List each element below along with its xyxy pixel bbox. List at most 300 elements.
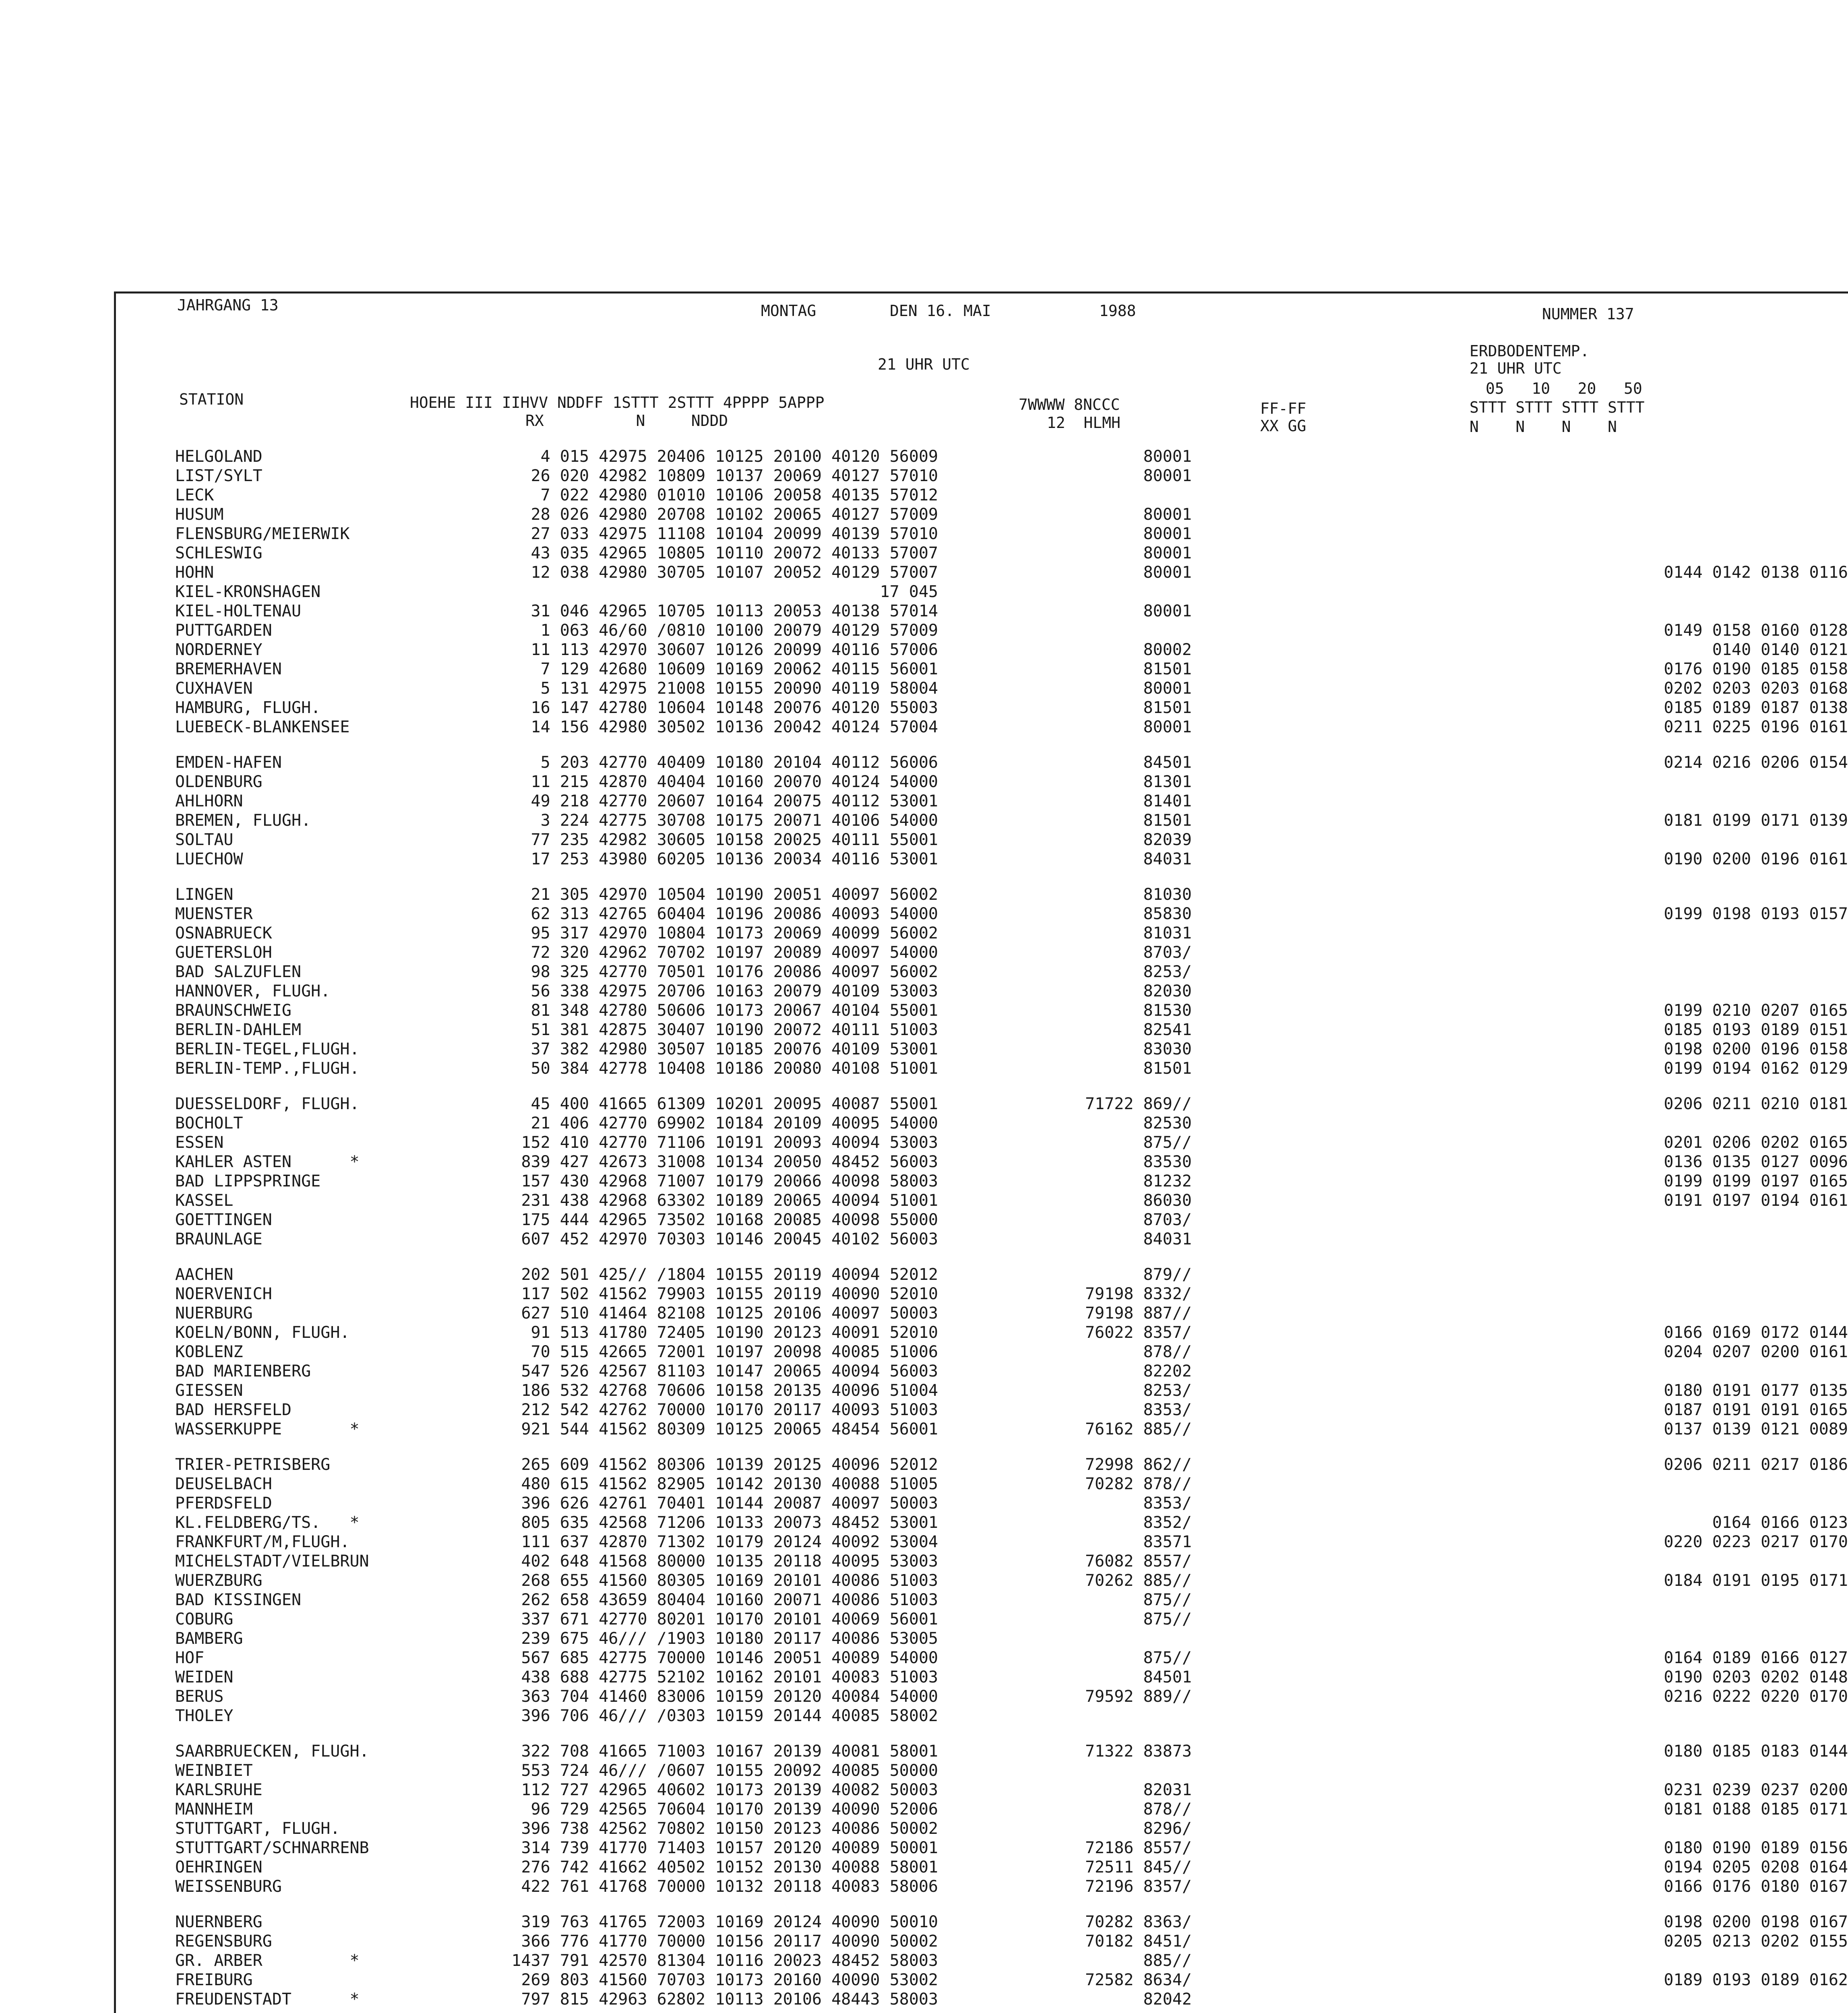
station-extra-groups: 82030 bbox=[1143, 982, 1192, 1000]
station-name: GR. ARBER * bbox=[175, 1951, 360, 1970]
station-soil-temps: 0198 0200 0196 0158 bbox=[1664, 1040, 1848, 1058]
station-soil-temps: 0199 0198 0193 0157 bbox=[1664, 905, 1848, 923]
station-values: 422 761 41768 70000 10132 20118 40083 58006 bbox=[521, 1877, 938, 1896]
table-row bbox=[0, 717, 1848, 737]
station-extra-groups: 81501 bbox=[1143, 1059, 1192, 1078]
soil-column-subheader: N N N N bbox=[1470, 418, 1617, 436]
table-row bbox=[0, 447, 1848, 466]
table-row bbox=[0, 466, 1848, 486]
station-values: 239 675 46/// /1903 10180 20117 40086 53005 bbox=[521, 1629, 938, 1648]
table-row bbox=[0, 601, 1848, 621]
station-values: 157 430 42968 71007 10179 20066 40098 58003 bbox=[521, 1172, 938, 1190]
station-soil-temps: 0164 0166 0123 bbox=[1712, 1513, 1848, 1532]
station-values: 921 544 41562 80309 10125 20065 48454 56001 bbox=[521, 1420, 938, 1438]
station-soil-temps: 0140 0140 0121 bbox=[1712, 641, 1848, 659]
station-extra-groups: 72582 8634/ bbox=[1085, 1971, 1192, 1989]
station-name: KOELN/BONN, FLUGH. bbox=[175, 1323, 350, 1342]
station-name: BRAUNLAGE bbox=[175, 1230, 263, 1248]
station-values: 31 046 42965 10705 10113 20053 40138 57014 bbox=[531, 602, 938, 620]
station-name: LINGEN bbox=[175, 885, 234, 904]
station-name: KOBLENZ bbox=[175, 1343, 243, 1361]
station-values: 337 671 42770 80201 10170 20101 40069 56001 bbox=[521, 1610, 938, 1629]
station-values: 112 727 42965 40602 10173 20139 40082 50003 bbox=[521, 1781, 938, 1799]
station-values: 26 020 42982 10809 10137 20069 40127 57010 bbox=[531, 467, 938, 485]
station-values: 396 626 42761 70401 10144 20087 40097 50003 bbox=[521, 1494, 938, 1513]
station-values: 322 708 41665 71003 10167 20139 40081 58001 bbox=[521, 1742, 938, 1761]
table-row bbox=[0, 679, 1848, 698]
station-extra-groups: 85830 bbox=[1143, 905, 1192, 923]
station-values: 438 688 42775 52102 10162 20101 40083 51003 bbox=[521, 1668, 938, 1686]
table-row bbox=[0, 1571, 1848, 1590]
table-row bbox=[0, 1001, 1848, 1020]
table-row bbox=[0, 885, 1848, 904]
table-row bbox=[0, 1191, 1848, 1210]
station-extra-groups: 80001 bbox=[1143, 467, 1192, 485]
station-name: KIEL-KRONSHAGEN bbox=[175, 583, 321, 601]
table-row bbox=[0, 904, 1848, 924]
station-soil-temps: 0204 0207 0200 0161 bbox=[1664, 1343, 1848, 1361]
station-values: 50 384 42778 10408 10186 20080 40108 51001 bbox=[531, 1059, 938, 1078]
station-name: BRAUNSCHWEIG bbox=[175, 1001, 291, 1020]
station-name: BAD SALZUFLEN bbox=[175, 963, 302, 981]
station-name: LECK bbox=[175, 486, 214, 504]
station-extra-groups: 84501 bbox=[1143, 753, 1192, 772]
table-row bbox=[0, 924, 1848, 943]
station-name: NOERVENICH bbox=[175, 1285, 272, 1303]
station-name: KAHLER ASTEN * bbox=[175, 1153, 360, 1171]
station-name: WASSERKUPPE * bbox=[175, 1420, 360, 1438]
station-values: 17 253 43980 60205 10136 20034 40116 53001 bbox=[531, 850, 938, 868]
station-name: SAARBRUECKEN, FLUGH. bbox=[175, 1742, 369, 1761]
table-row bbox=[0, 1590, 1848, 1610]
table-row bbox=[0, 1284, 1848, 1304]
station-values: 363 704 41460 83006 10159 20120 40084 54000 bbox=[521, 1687, 938, 1706]
station-soil-temps: 0201 0206 0202 0165 bbox=[1664, 1133, 1848, 1152]
station-extra-groups: 81501 bbox=[1143, 699, 1192, 717]
station-extra-groups: 81030 bbox=[1143, 885, 1192, 904]
station-values: 547 526 42567 81103 10147 20065 40094 56003 bbox=[521, 1362, 938, 1381]
station-extra-groups: 70282 8363/ bbox=[1085, 1913, 1192, 1931]
station-values: 366 776 41770 70000 10156 20117 40090 50002 bbox=[521, 1932, 938, 1951]
station-name: AACHEN bbox=[175, 1265, 234, 1284]
table-row bbox=[0, 1668, 1848, 1687]
table-row bbox=[0, 1648, 1848, 1668]
station-values: 11 215 42870 40404 10160 20070 40124 54000 bbox=[531, 773, 938, 791]
station-values: 16 147 42780 10604 10148 20076 40120 55003 bbox=[531, 699, 938, 717]
station-name: STUTTGART, FLUGH. bbox=[175, 1819, 340, 1838]
station-extra-groups: 875// bbox=[1143, 1133, 1192, 1152]
station-values: 839 427 42673 31008 10134 20050 48452 56003 bbox=[521, 1153, 938, 1171]
station-extra-groups: 80001 bbox=[1143, 525, 1192, 543]
station-values: 212 542 42762 70000 10170 20117 40093 51003 bbox=[521, 1401, 938, 1419]
ext-column-subheader: 12 HLMH bbox=[1047, 414, 1121, 432]
table-row bbox=[0, 849, 1848, 869]
station-extra-groups: 70182 8451/ bbox=[1085, 1932, 1192, 1951]
station-extra-groups: 84501 bbox=[1143, 1668, 1192, 1686]
station-extra-groups: 80001 bbox=[1143, 563, 1192, 582]
table-row bbox=[0, 1114, 1848, 1133]
station-name: HELGOLAND bbox=[175, 447, 263, 466]
table-row bbox=[0, 1629, 1848, 1648]
table-row bbox=[0, 772, 1848, 792]
station-name: BAD MARIENBERG bbox=[175, 1362, 311, 1381]
table-row bbox=[0, 1362, 1848, 1381]
station-values: 805 635 42568 71206 10133 20073 48452 53001 bbox=[521, 1513, 938, 1532]
station-name: THOLEY bbox=[175, 1707, 234, 1725]
station-name: BERLIN-TEMP.,FLUGH. bbox=[175, 1059, 360, 1078]
station-values: 95 317 42970 10804 10173 20069 40099 56002 bbox=[531, 924, 938, 942]
station-soil-temps: 0206 0211 0210 0181 bbox=[1664, 1095, 1848, 1113]
station-extra-groups: 70282 878// bbox=[1085, 1475, 1192, 1493]
station-name: NUERNBERG bbox=[175, 1913, 263, 1931]
station-name: FREIBURG bbox=[175, 1971, 253, 1989]
station-values: 96 729 42565 70604 10170 20139 40090 52006 bbox=[531, 1800, 938, 1819]
station-extra-groups: 72186 8557/ bbox=[1085, 1839, 1192, 1857]
table-row bbox=[0, 1800, 1848, 1819]
station-extra-groups: 72196 8357/ bbox=[1085, 1877, 1192, 1896]
table-row bbox=[0, 753, 1848, 772]
station-extra-groups: 83030 bbox=[1143, 1040, 1192, 1058]
station-extra-groups: 80002 bbox=[1143, 641, 1192, 659]
table-row bbox=[0, 1040, 1848, 1059]
table-row bbox=[0, 486, 1848, 505]
station-extra-groups: 72998 862// bbox=[1085, 1455, 1192, 1474]
station-name: FRANKFURT/M,FLUGH. bbox=[175, 1533, 350, 1551]
station-extra-groups: 76022 8357/ bbox=[1085, 1323, 1192, 1342]
station-values: 21 406 42770 69902 10184 20109 40095 54000 bbox=[531, 1114, 938, 1133]
station-extra-groups: 80001 bbox=[1143, 679, 1192, 698]
table-row bbox=[0, 1990, 1848, 2009]
station-values: 70 515 42665 72001 10197 20098 40085 51006 bbox=[531, 1343, 938, 1361]
table-row bbox=[0, 582, 1848, 601]
station-values: 319 763 41765 72003 10169 20124 40090 50010 bbox=[521, 1913, 938, 1931]
station-soil-temps: 0149 0158 0160 0128 bbox=[1664, 621, 1848, 640]
table-row bbox=[0, 640, 1848, 659]
station-name: MANNHEIM bbox=[175, 1800, 253, 1819]
station-soil-temps: 0180 0185 0183 0144 bbox=[1664, 1742, 1848, 1761]
station-extra-groups: 8353/ bbox=[1143, 1401, 1192, 1419]
station-soil-temps: 0194 0205 0208 0164 bbox=[1664, 1858, 1848, 1877]
table-row bbox=[0, 1742, 1848, 1761]
station-extra-groups: 76082 8557/ bbox=[1085, 1552, 1192, 1571]
station-soil-temps: 0205 0213 0202 0155 bbox=[1664, 1932, 1848, 1951]
station-values: 265 609 41562 80306 10139 20125 40096 52012 bbox=[521, 1455, 938, 1474]
station-soil-temps: 0206 0211 0217 0186 bbox=[1664, 1455, 1848, 1474]
soil-time-label: 21 UHR UTC bbox=[1470, 360, 1562, 377]
station-values: 202 501 425// /1804 10155 20119 40094 52012 bbox=[521, 1265, 938, 1284]
station-values: 21 305 42970 10504 10190 20051 40097 56002 bbox=[531, 885, 938, 904]
station-extra-groups: 82530 bbox=[1143, 1114, 1192, 1133]
station-name: OSNABRUECK bbox=[175, 924, 272, 942]
station-soil-temps: 0199 0194 0162 0129 bbox=[1664, 1059, 1848, 1078]
table-row bbox=[0, 1532, 1848, 1552]
station-values: 607 452 42970 70303 10146 20045 40102 56003 bbox=[521, 1230, 938, 1248]
jahrgang: JAHRGANG 13 bbox=[177, 296, 279, 314]
station-name: AHLHORN bbox=[175, 792, 243, 810]
station-name: BAD HERSFELD bbox=[175, 1401, 291, 1419]
station-values: 5 131 42975 21008 10155 20090 40119 58004 bbox=[540, 679, 938, 698]
station-extra-groups: 84031 bbox=[1143, 1230, 1192, 1248]
station-name: OLDENBURG bbox=[175, 773, 263, 791]
station-soil-temps: 0191 0197 0194 0161 bbox=[1664, 1191, 1848, 1210]
station-soil-temps: 0216 0222 0220 0170 bbox=[1664, 1687, 1848, 1706]
table-row bbox=[0, 1381, 1848, 1400]
station-name: NUERBURG bbox=[175, 1304, 253, 1323]
table-row bbox=[0, 563, 1848, 582]
station-name: KARLSRUHE bbox=[175, 1781, 263, 1799]
station-values: 396 738 42562 70802 10150 20123 40086 50002 bbox=[521, 1819, 938, 1838]
station-name: CUXHAVEN bbox=[175, 679, 253, 698]
station-name: SOLTAU bbox=[175, 831, 234, 849]
table-row bbox=[0, 1932, 1848, 1951]
year: 1988 bbox=[1099, 302, 1136, 320]
station-name: MICHELSTADT/VIELBRUN bbox=[175, 1552, 369, 1571]
station-name: PUTTGARDEN bbox=[175, 621, 272, 640]
station-name: NORDERNEY bbox=[175, 641, 263, 659]
station-extra-groups: 81501 bbox=[1143, 660, 1192, 678]
station-name: WUERZBURG bbox=[175, 1571, 263, 1590]
station-extra-groups: 879// bbox=[1143, 1265, 1192, 1284]
station-name: HAMBURG, FLUGH. bbox=[175, 699, 321, 717]
station-extra-groups: 71322 83873 bbox=[1085, 1742, 1192, 1761]
table-row bbox=[0, 1455, 1848, 1474]
station-extra-groups: 81301 bbox=[1143, 773, 1192, 791]
station-extra-groups: 84031 bbox=[1143, 850, 1192, 868]
station-values: 91 513 41780 72405 10190 20123 40091 52010 bbox=[531, 1323, 938, 1342]
table-row bbox=[0, 1494, 1848, 1513]
table-row bbox=[0, 1133, 1848, 1152]
station-extra-groups: 82042 bbox=[1143, 1990, 1192, 2009]
table-row bbox=[0, 1230, 1848, 1249]
table-row bbox=[0, 1951, 1848, 1970]
station-values: 56 338 42975 20706 10163 20079 40109 53003 bbox=[531, 982, 938, 1000]
station-extra-groups: 80001 bbox=[1143, 602, 1192, 620]
station-extra-groups: 8253/ bbox=[1143, 1381, 1192, 1400]
station-values: 45 400 41665 61309 10201 20095 40087 55001 bbox=[531, 1095, 938, 1113]
station-values: 175 444 42965 73502 10168 20085 40098 55000 bbox=[521, 1211, 938, 1229]
station-values: 480 615 41562 82905 10142 20130 40088 51005 bbox=[521, 1475, 938, 1493]
station-soil-temps: 0185 0193 0189 0151 bbox=[1664, 1021, 1848, 1039]
time-label: 21 UHR UTC bbox=[878, 355, 970, 373]
station-soil-temps: 0190 0203 0202 0148 bbox=[1664, 1668, 1848, 1686]
station-name: BAD KISSINGEN bbox=[175, 1591, 302, 1609]
table-row bbox=[0, 1706, 1848, 1726]
station-name: PFERDSFELD bbox=[175, 1494, 272, 1513]
station-name: BREMERHAVEN bbox=[175, 660, 282, 678]
station-name: REGENSBURG bbox=[175, 1932, 272, 1951]
station-name: FREUDENSTADT * bbox=[175, 1990, 360, 2009]
table-row bbox=[0, 505, 1848, 524]
table-row bbox=[0, 1912, 1848, 1932]
station-values: 567 685 42775 70000 10146 20051 40089 54000 bbox=[521, 1649, 938, 1667]
table-row bbox=[0, 1838, 1848, 1858]
station-extra-groups: 79198 8332/ bbox=[1085, 1285, 1192, 1303]
table-row bbox=[0, 1172, 1848, 1191]
table-row bbox=[0, 962, 1848, 982]
station-values: 3 224 42775 30708 10175 20071 40106 54000 bbox=[540, 811, 938, 830]
station-name: LIST/SYLT bbox=[175, 467, 263, 485]
station-name: OEHRINGEN bbox=[175, 1858, 263, 1877]
table-row bbox=[0, 1420, 1848, 1439]
table-row bbox=[0, 1819, 1848, 1838]
station-soil-temps: 0164 0189 0166 0127 bbox=[1664, 1649, 1848, 1667]
station-values: 81 348 42780 50606 10173 20067 40104 55001 bbox=[531, 1001, 938, 1020]
station-values: 396 706 46/// /0303 10159 20144 40085 58002 bbox=[521, 1707, 938, 1725]
station-soil-temps: 0199 0199 0197 0165 bbox=[1664, 1172, 1848, 1190]
station-extra-groups: 72511 845// bbox=[1085, 1858, 1192, 1877]
station-extra-groups: 83530 bbox=[1143, 1153, 1192, 1171]
station-soil-temps: 0181 0199 0171 0139 bbox=[1664, 811, 1848, 830]
station-name: BERUS bbox=[175, 1687, 224, 1706]
main-column-header: HOEHE III IIHVV NDDFF 1STTT 2STTT 4PPPP 5APPP bbox=[410, 394, 825, 411]
station-values: 27 033 42975 11108 10104 20099 40139 57010 bbox=[531, 525, 938, 543]
table-row bbox=[0, 1342, 1848, 1362]
station-name: BREMEN, FLUGH. bbox=[175, 811, 311, 830]
station-name: DUESSELDORF, FLUGH. bbox=[175, 1095, 360, 1113]
station-extra-groups: 81031 bbox=[1143, 924, 1192, 942]
station-name: BAMBERG bbox=[175, 1629, 243, 1648]
station-soil-temps: 0189 0193 0189 0162 bbox=[1664, 1971, 1848, 1989]
table-row bbox=[0, 1265, 1848, 1284]
weekday: MONTAG bbox=[761, 302, 817, 320]
table-row bbox=[0, 1059, 1848, 1078]
station-name: HANNOVER, FLUGH. bbox=[175, 982, 331, 1000]
station-values: 28 026 42980 20708 10102 20065 40127 57009 bbox=[531, 505, 938, 524]
station-extra-groups: 83571 bbox=[1143, 1533, 1192, 1551]
station-extra-groups: 82541 bbox=[1143, 1021, 1192, 1039]
wind-column-subheader: XX GG bbox=[1260, 417, 1306, 435]
table-row bbox=[0, 1761, 1848, 1780]
table-row bbox=[0, 698, 1848, 717]
station-extra-groups: 8353/ bbox=[1143, 1494, 1192, 1513]
station-name: SCHLESWIG bbox=[175, 544, 263, 562]
wind-column-header: FF-FF bbox=[1260, 400, 1306, 417]
station-values: 49 218 42770 20607 10164 20075 40112 53001 bbox=[531, 792, 938, 810]
station-values: 152 410 42770 71106 10191 20093 40094 53003 bbox=[521, 1133, 938, 1152]
station-name: WEINBIET bbox=[175, 1761, 253, 1780]
main-column-subheader: RX N NDDD bbox=[525, 412, 728, 430]
station-values: 37 382 42980 30507 10185 20076 40109 53001 bbox=[531, 1040, 938, 1058]
station-values: 72 320 42962 70702 10197 20089 40097 54000 bbox=[531, 943, 938, 962]
station-extra-groups: 80001 bbox=[1143, 718, 1192, 736]
station-extra-groups: 875// bbox=[1143, 1610, 1192, 1629]
station-extra-groups: 79198 887// bbox=[1085, 1304, 1192, 1323]
table-row bbox=[0, 811, 1848, 830]
station-name: BERLIN-TEGEL,FLUGH. bbox=[175, 1040, 360, 1058]
station-soil-temps: 0199 0210 0207 0165 bbox=[1664, 1001, 1848, 1020]
station-values: 268 655 41560 80305 10169 20101 40086 51003 bbox=[521, 1571, 938, 1590]
station-values: 276 742 41662 40502 10152 20130 40088 58001 bbox=[521, 1858, 938, 1877]
station-soil-temps: 0136 0135 0127 0096 bbox=[1664, 1153, 1848, 1171]
station-name: TRIER-PETRISBERG bbox=[175, 1455, 331, 1474]
station-values: 12 038 42980 30705 10107 20052 40129 57007 bbox=[531, 563, 938, 582]
station-values: 62 313 42765 60404 10196 20086 40093 54000 bbox=[531, 905, 938, 923]
table-row bbox=[0, 1323, 1848, 1342]
station-soil-temps: 0231 0239 0237 0200 bbox=[1664, 1781, 1848, 1799]
table-row bbox=[0, 1610, 1848, 1629]
station-soil-temps: 0184 0191 0195 0171 bbox=[1664, 1571, 1848, 1590]
station-extra-groups: 70262 885// bbox=[1085, 1571, 1192, 1590]
station-values: 51 381 42875 30407 10190 20072 40111 51003 bbox=[531, 1021, 938, 1039]
date: DEN 16. MAI bbox=[890, 302, 991, 320]
table-row bbox=[0, 982, 1848, 1001]
station-values: 43 035 42965 10805 10110 20072 40133 57007 bbox=[531, 544, 938, 562]
station-values: 314 739 41770 71403 10157 20120 40089 50001 bbox=[521, 1839, 938, 1857]
station-extra-groups: 878// bbox=[1143, 1343, 1192, 1361]
station-soil-temps: 0144 0142 0138 0116 bbox=[1664, 563, 1848, 582]
station-values: 4 015 42975 20406 10125 20100 40120 56009 bbox=[540, 447, 938, 466]
station-extra-groups: 8703/ bbox=[1143, 1211, 1192, 1229]
station-extra-groups: 81401 bbox=[1143, 792, 1192, 810]
station-extra-groups: 875// bbox=[1143, 1649, 1192, 1667]
station-extra-groups: 81232 bbox=[1143, 1172, 1192, 1190]
table-row bbox=[0, 1858, 1848, 1877]
station-name: BERLIN-DAHLEM bbox=[175, 1021, 302, 1039]
station-soil-temps: 0176 0190 0185 0158 bbox=[1664, 660, 1848, 678]
station-extra-groups: 8253/ bbox=[1143, 963, 1192, 981]
station-values: 553 724 46/// /0607 10155 20092 40085 50000 bbox=[521, 1761, 938, 1780]
station-values: 797 815 42963 62802 10113 20106 48443 58003 bbox=[521, 1990, 938, 2009]
station-name: KIEL-HOLTENAU bbox=[175, 602, 302, 620]
station-soil-temps: 0190 0200 0196 0161 bbox=[1664, 850, 1848, 868]
station-soil-temps: 0214 0216 0206 0154 bbox=[1664, 753, 1848, 772]
station-soil-temps: 0166 0169 0172 0144 bbox=[1664, 1323, 1848, 1342]
station-extra-groups: 8352/ bbox=[1143, 1513, 1192, 1532]
station-name: ESSEN bbox=[175, 1133, 224, 1152]
table-row bbox=[0, 1687, 1848, 1706]
station-values: 7 129 42680 10609 10169 20062 40115 56001 bbox=[540, 660, 938, 678]
table-row bbox=[0, 1020, 1848, 1040]
issue-number: NUMMER 137 bbox=[1542, 305, 1634, 323]
station-values: 231 438 42968 63302 10189 20065 40094 51001 bbox=[521, 1191, 938, 1210]
table-row bbox=[0, 1210, 1848, 1230]
station-name: STUTTGART/SCHNARRENB bbox=[175, 1839, 369, 1857]
table-row bbox=[0, 1474, 1848, 1494]
station-extra-groups: 82039 bbox=[1143, 831, 1192, 849]
station-name: GUETERSLOH bbox=[175, 943, 272, 962]
table-row bbox=[0, 792, 1848, 811]
station-soil-temps: 0181 0188 0185 0171 bbox=[1664, 1800, 1848, 1819]
ext-column-header: 7WWWW 8NCCC bbox=[1019, 396, 1120, 413]
table-row bbox=[0, 544, 1848, 563]
table-row bbox=[0, 1552, 1848, 1571]
station-values: 77 235 42982 30605 10158 20025 40111 55001 bbox=[531, 831, 938, 849]
station-values: 111 637 42870 71302 10179 20124 40092 53004 bbox=[521, 1533, 938, 1551]
station-values: 11 113 42970 30607 10126 20099 40116 57006 bbox=[531, 641, 938, 659]
soil-temp-label: ERDBODENTEMP. bbox=[1470, 342, 1590, 360]
station-soil-temps: 0166 0176 0180 0167 bbox=[1664, 1877, 1848, 1896]
station-values: 1 063 46/60 /0810 10100 20079 40129 57009 bbox=[540, 621, 938, 640]
station-name: GIESSEN bbox=[175, 1381, 243, 1400]
station-name: FLENSBURG/MEIERWIK bbox=[175, 525, 350, 543]
station-name: WEIDEN bbox=[175, 1668, 234, 1686]
station-values: 17 045 bbox=[880, 583, 938, 601]
station-extra-groups: 81501 bbox=[1143, 811, 1192, 830]
station-extra-groups: 8703/ bbox=[1143, 943, 1192, 962]
station-extra-groups: 80001 bbox=[1143, 447, 1192, 466]
station-name: MUENSTER bbox=[175, 905, 253, 923]
station-values: 7 022 42980 01010 10106 20058 40135 57012 bbox=[540, 486, 938, 504]
station-soil-temps: 0180 0191 0177 0135 bbox=[1664, 1381, 1848, 1400]
table-row bbox=[0, 1877, 1848, 1896]
soil-column-header: STTT STTT STTT STTT bbox=[1470, 399, 1645, 416]
station-soil-temps: 0187 0191 0191 0165 bbox=[1664, 1401, 1848, 1419]
station-name: DEUSELBACH bbox=[175, 1475, 272, 1493]
table-row bbox=[0, 830, 1848, 849]
station-name: KASSEL bbox=[175, 1191, 234, 1210]
station-values: 14 156 42980 30502 10136 20042 40124 57004 bbox=[531, 718, 938, 736]
station-values: 186 532 42768 70606 10158 20135 40096 51004 bbox=[521, 1381, 938, 1400]
